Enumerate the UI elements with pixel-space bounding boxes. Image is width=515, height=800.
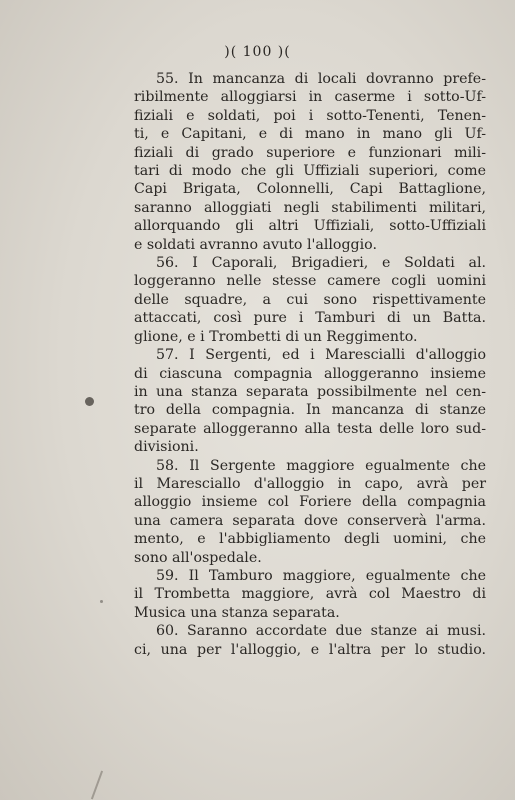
text-line: 55. In mancanza di locali dovranno prefe- — [156, 71, 486, 87]
text-line: ci, una per l'alloggio, e l'altra per lo studio. — [134, 641, 486, 658]
text-line: 59. Il Tamburo maggiore, egualmente che — [156, 567, 486, 584]
paragraph-57 — [134, 346, 486, 456]
text-line: mento, e l'abbigliamento degli uomini, che — [134, 531, 486, 548]
text-line: divisioni. — [134, 439, 199, 456]
page-number: )( 100 )( — [224, 44, 291, 60]
text-line: tari di modo che gli Uffiziali superiori, come — [134, 163, 486, 180]
paragraph-58 — [134, 457, 486, 567]
text-line: fiziali di grado superiore e funzionari mili- — [134, 144, 486, 161]
text-line: allorquando gli altri Uffiziali, sotto-Uffiziali — [134, 218, 486, 235]
text-line: il Maresciallo d'alloggio in capo, avrà per — [134, 475, 486, 492]
text-line: alloggio insieme col Foriere della compagnia — [134, 494, 486, 511]
paper-crease — [91, 771, 103, 800]
text-line: 57. I Sergenti, ed i Marescialli d'alloggio — [156, 347, 486, 364]
text-line: delle squadre, a cui sono rispettivamente — [134, 291, 486, 308]
text-line: loggeranno nelle stesse camere cogli uomini — [134, 273, 486, 290]
page-text — [134, 70, 486, 659]
text-line: in una stanza separata possibilmente nel cen- — [134, 383, 486, 400]
text-line: 56. I Caporali, Brigadieri, e Soldati al. — [156, 255, 486, 272]
text-line: sono all'ospedale. — [134, 549, 262, 566]
text-line: Capi Brigata, Colonnelli, Capi Battaglione, — [134, 181, 486, 198]
text-line: attaccati, così pure i Tamburi di un Batta. — [134, 310, 486, 327]
text-line: glione, e i Trombetti di un Reggimento. — [134, 328, 418, 345]
text-line: ti, e Capitani, e di mano in mano gli Uf- — [134, 126, 486, 143]
text-line: di ciascuna compagnia alloggeranno insieme — [134, 365, 486, 382]
ink-speck — [100, 600, 103, 603]
text-line: ribilmente alloggiarsi in caserme i sotto-Uf- — [134, 89, 486, 106]
paragraph-60 — [134, 622, 486, 659]
text-line: il Trombetta maggiore, avrà col Maestro di — [134, 586, 486, 603]
text-line: saranno alloggiati negli stabilimenti militari, — [134, 199, 486, 216]
text-line: Musica una stanza separata. — [134, 604, 340, 621]
text-line: 58. Il Sergente maggiore egualmente che — [156, 457, 486, 474]
text-line: separate alloggeranno alla testa delle loro sud- — [134, 420, 486, 437]
paragraph-55 — [134, 70, 486, 254]
text-line: e soldati avranno avuto l'alloggio. — [134, 236, 377, 253]
paragraph-56 — [134, 254, 486, 346]
ink-spot — [85, 397, 94, 406]
text-line: una camera separata dove conserverà l'arma. — [134, 512, 486, 529]
text-line: 60. Saranno accordate due stanze ai musi. — [156, 623, 486, 640]
text-line: fiziali e soldati, poi i sotto-Tenenti, Tenen- — [134, 107, 486, 124]
text-line: tro della compagnia. In mancanza di stanze — [134, 402, 486, 419]
paragraph-59 — [134, 567, 486, 622]
